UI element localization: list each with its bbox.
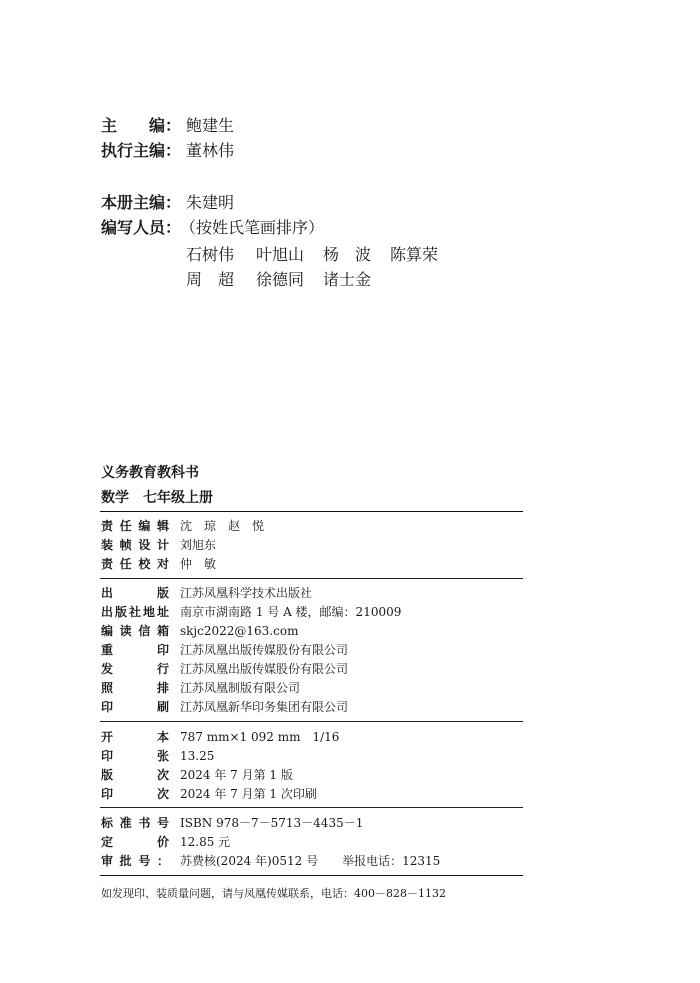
info-value: 苏费核(2024 年)0512 号 举报电话：12315 <box>180 854 441 868</box>
writers-label: 编写人员： <box>101 218 182 237</box>
info-label: 出版社地址 <box>101 605 169 619</box>
exec-editor-name: 董林伟 <box>186 141 235 160</box>
writer-name: 诸士金 <box>323 270 372 289</box>
info-label: 照排 <box>101 681 169 695</box>
writer-name: 石树伟 <box>186 245 235 264</box>
info-label: 发行 <box>101 662 169 676</box>
writer-name: 陈算荣 <box>390 245 439 264</box>
info-label: 印张 <box>101 749 169 763</box>
book-series: 义务教育教科书 <box>101 465 199 481</box>
info-label: 版次 <box>101 768 169 782</box>
info-label: 印次 <box>101 787 169 801</box>
volume-editor-name: 朱建明 <box>186 193 235 212</box>
info-label: 出版 <box>101 586 169 600</box>
writer-name: 叶旭山 <box>256 245 305 264</box>
info-value: 江苏凤凰制版有限公司 <box>180 681 301 695</box>
info-value: 江苏凤凰新华印务集团有限公司 <box>180 700 349 714</box>
info-value: ISBN 978－7－5713－4435－1 <box>180 816 364 830</box>
divider <box>100 807 523 808</box>
info-label: 责任校对 <box>101 557 169 571</box>
info-label: 重印 <box>101 643 169 657</box>
info-value: 2024 年 7 月第 1 次印刷 <box>180 787 317 801</box>
exec-editor-label: 执行主编： <box>101 141 182 160</box>
info-label: 装帧设计 <box>101 538 169 552</box>
info-label: 编读信箱 <box>101 624 169 638</box>
writer-name: 杨 波 <box>323 245 372 264</box>
info-label: 开本 <box>101 730 169 744</box>
chief-editor-name: 鲍建生 <box>186 116 235 135</box>
writer-name: 周 超 <box>186 270 235 289</box>
info-value: 江苏凤凰出版传媒股份有限公司 <box>180 643 349 657</box>
book-title: 数学 七年级上册 <box>101 490 213 506</box>
quality-notice: 如发现印、装质量问题，请与凤凰传媒联系，电话：400－828－1132 <box>101 887 446 900</box>
writer-name: 徐德同 <box>256 270 305 289</box>
writers-note: （按姓氏笔画排序） <box>180 218 325 237</box>
chief-editor-label: 主 编： <box>101 116 182 135</box>
info-value: 787 mm×1 092 mm 1/16 <box>180 730 340 744</box>
info-value: 江苏凤凰出版传媒股份有限公司 <box>180 662 349 676</box>
info-value: 2024 年 7 月第 1 版 <box>180 768 293 782</box>
divider <box>100 578 523 579</box>
volume-editor-label: 本册主编： <box>101 193 182 212</box>
info-label: 印刷 <box>101 700 169 714</box>
info-label: 标准书号 <box>101 816 169 830</box>
divider <box>100 721 523 722</box>
info-value: skjc2022@163.com <box>180 624 299 638</box>
divider <box>100 875 523 876</box>
divider <box>100 511 523 512</box>
info-label: 责任编辑 <box>101 519 169 533</box>
info-value: 刘旭东 <box>180 538 217 552</box>
info-value: 南京市湖南路 1 号 A 楼，邮编：210009 <box>180 605 402 619</box>
info-label: 定价 <box>101 835 169 849</box>
info-value: 沈 琼 赵 悦 <box>180 519 265 533</box>
info-label: 审批号： <box>101 854 169 868</box>
info-value: 13.25 <box>180 749 215 763</box>
info-value: 仲 敏 <box>180 557 217 571</box>
info-value: 江苏凤凰科学技术出版社 <box>180 586 313 600</box>
info-value: 12.85 元 <box>180 835 231 849</box>
